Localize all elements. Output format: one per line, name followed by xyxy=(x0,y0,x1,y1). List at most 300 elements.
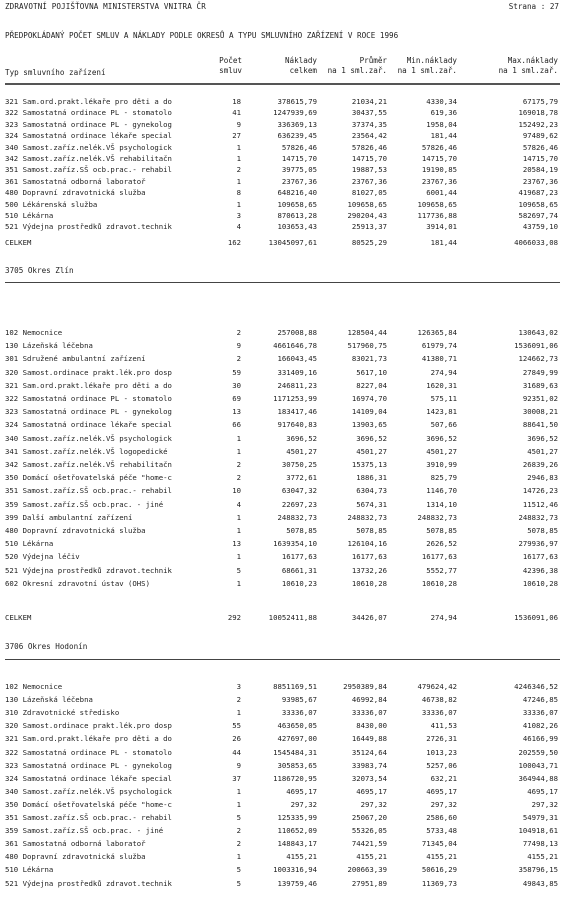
cell-min: 71345,04 xyxy=(421,839,457,849)
table-row xyxy=(0,130,565,141)
cell-max: 33336,07 xyxy=(522,708,558,718)
total-row: CELKEM 292 10052411,88 34426,07 274,94 1536091,06 xyxy=(5,613,558,622)
cell-type: 399 Další ambulantní zařízení xyxy=(5,512,133,522)
cell-cost: 257008,88 xyxy=(277,328,317,337)
cell-count: 2 xyxy=(236,165,241,175)
cell-min: 4155,21 xyxy=(426,852,457,862)
cell-cost: 3772,61 xyxy=(286,473,317,483)
cell-type: 361 Samostatná odborná laboratoř xyxy=(5,176,146,186)
cell-type: 310 Zdravotnické středisko xyxy=(5,708,120,718)
cell-min: 181,44 xyxy=(430,131,457,141)
cell-count: 44 xyxy=(232,747,241,757)
table-row xyxy=(0,812,565,823)
cell-min: 11369,73 xyxy=(421,878,457,888)
cell-max: 67175,79 xyxy=(522,97,558,106)
cell-type: 340 Samost.zaříz.nelék.VŠ psychologick xyxy=(5,433,172,443)
cell-type: 323 Samostatná ordinace PL - gynekolog xyxy=(5,119,172,129)
cell-max: 358796,15 xyxy=(518,865,558,875)
cell-type: 521 Výdejna prostředků zdravot.technik xyxy=(5,222,172,232)
section-title-hodonin: 3706 Okres Hodonín xyxy=(5,642,88,651)
cell-avg: 10610,28 xyxy=(351,578,387,588)
table-row xyxy=(0,406,565,417)
cell-avg: 33336,07 xyxy=(351,708,387,718)
cell-avg: 27951,89 xyxy=(351,878,387,888)
table-row xyxy=(0,799,565,810)
table-row xyxy=(0,838,565,849)
cell-avg: 16449,88 xyxy=(351,734,387,744)
cell-count: 66 xyxy=(232,420,241,430)
cell-min: 248832,73 xyxy=(417,512,457,522)
cell-cost: 1186720,95 xyxy=(273,773,317,783)
col-count-label-1: Počet xyxy=(219,56,242,65)
cell-max: 4155,21 xyxy=(527,852,558,862)
cell-cost: 1171253,99 xyxy=(273,394,317,403)
table-row xyxy=(0,142,565,153)
cell-avg: 13903,65 xyxy=(351,420,387,430)
cell-cost: 10610,23 xyxy=(281,578,317,588)
table-row xyxy=(0,499,565,510)
cell-max: 364944,88 xyxy=(518,773,558,783)
table-row xyxy=(0,380,565,391)
cell-avg: 5078,85 xyxy=(356,526,387,535)
table-row xyxy=(0,525,565,536)
cell-type: 102 Nemocnice xyxy=(5,682,63,691)
cell-max: 11512,46 xyxy=(522,499,558,509)
table-row xyxy=(0,512,565,523)
cell-type: 320 Samost.ordinace prakt.lék.pro dosp xyxy=(5,721,172,731)
cell-avg: 5674,31 xyxy=(356,499,387,509)
cell-type: 340 Samost.zaříz.nelék.VŠ psychologick xyxy=(5,786,172,796)
table-row xyxy=(0,864,565,875)
cell-avg: 290204,43 xyxy=(347,211,387,220)
cell-max: 152492,23 xyxy=(518,119,558,129)
cell-count: 1 xyxy=(236,433,241,443)
cell-avg: 16974,70 xyxy=(351,394,387,403)
cell-min: 1620,31 xyxy=(426,380,457,390)
col-count-label-2: smluv xyxy=(219,66,242,75)
cell-cost: 30750,25 xyxy=(281,460,317,469)
cell-cost: 3696,52 xyxy=(286,433,317,443)
cell-cost: 1003316,94 xyxy=(273,865,317,875)
cell-avg: 23564,42 xyxy=(351,131,387,141)
cell-type: 480 Dopravní zdravotnická služba xyxy=(5,188,146,198)
cell-cost: 1639354,10 xyxy=(273,539,317,549)
cell-count: 10 xyxy=(232,486,241,496)
cell-min: 2726,31 xyxy=(426,734,457,744)
table-row xyxy=(0,176,565,187)
cell-type: 340 Samost.zaříz.nelék.VŠ psychologick xyxy=(5,142,172,152)
cell-cost: 23767,36 xyxy=(281,176,317,186)
cell-max: 57826,46 xyxy=(522,142,558,152)
cell-min: 61979,74 xyxy=(421,341,457,351)
cell-type: 359 Samost.zaříz.SŠ ocb.prac. - jiné xyxy=(5,826,164,836)
cell-min: 3910,99 xyxy=(426,460,457,469)
table-row xyxy=(0,720,565,731)
cell-avg: 55326,05 xyxy=(351,826,387,836)
cell-avg: 19887,53 xyxy=(351,165,387,175)
cell-max: 20584,19 xyxy=(522,165,558,175)
header-rule xyxy=(5,83,560,85)
cell-type: 342 Samost.zaříz.nelék.VŠ rehabilitačn xyxy=(5,460,172,469)
cell-count: 18 xyxy=(232,97,241,106)
cell-max: 2946,83 xyxy=(527,473,558,483)
cell-count: 1 xyxy=(236,552,241,562)
table-row xyxy=(0,119,565,130)
table-row xyxy=(0,707,565,718)
cell-avg: 8227,04 xyxy=(356,380,387,390)
cell-type: 351 Samost.zaříz.SŠ ocb.prac.- rehabil xyxy=(5,165,172,175)
cell-min: 1314,10 xyxy=(426,499,457,509)
cell-min: 1423,81 xyxy=(426,407,457,417)
cell-cost: 8851169,51 xyxy=(273,682,317,691)
cell-avg: 57826,46 xyxy=(351,142,387,152)
table-row xyxy=(0,221,565,232)
cell-min: 5733,48 xyxy=(426,826,457,836)
cell-max: 88641,50 xyxy=(522,420,558,430)
table-row xyxy=(0,164,565,175)
cell-min: 3696,52 xyxy=(426,433,457,443)
cell-count: 13 xyxy=(232,407,241,417)
cell-avg: 5617,10 xyxy=(356,367,387,377)
cell-cost: 1545484,31 xyxy=(273,747,317,757)
cell-max: 10610,28 xyxy=(522,578,558,588)
cell-max: 124662,73 xyxy=(518,354,558,364)
cell-max: 54979,31 xyxy=(522,813,558,822)
cell-avg: 6304,73 xyxy=(356,486,387,496)
cell-cost: 917640,83 xyxy=(277,420,317,430)
cell-avg: 13732,26 xyxy=(351,565,387,575)
cell-min: 575,11 xyxy=(430,394,457,403)
cell-type: 324 Samostatná ordinace lékaře special xyxy=(5,420,172,430)
cell-avg: 30437,55 xyxy=(351,108,387,118)
cell-max: 3696,52 xyxy=(527,433,558,443)
cell-min: 41380,71 xyxy=(421,354,457,364)
cell-count: 1 xyxy=(236,512,241,522)
table-row xyxy=(0,353,565,364)
cell-max: 16177,63 xyxy=(522,552,558,562)
cell-type: 350 Domácí ošetřovatelská péče "home-c xyxy=(5,799,172,809)
cell-cost: 336369,13 xyxy=(277,119,317,129)
cell-max: 27849,99 xyxy=(522,367,558,377)
cell-min: 57826,46 xyxy=(421,142,457,152)
cell-type: 323 Samostatná ordinace PL - gynekolog xyxy=(5,407,172,417)
col-cost-label-2: celkem xyxy=(289,66,317,75)
cell-cost: 16177,63 xyxy=(281,552,317,562)
cell-type: 321 Sam.ord.prakt.lékaře pro děti a do xyxy=(5,380,172,390)
cell-max: 297,32 xyxy=(531,799,558,809)
cell-max: 92351,02 xyxy=(522,394,558,403)
table-row xyxy=(0,681,565,692)
table-row xyxy=(0,96,565,107)
table-row xyxy=(0,851,565,862)
cell-count: 1 xyxy=(236,154,241,163)
table-row xyxy=(0,210,565,221)
cell-min: 619,36 xyxy=(430,108,457,118)
table-row xyxy=(0,565,565,576)
cell-count: 2 xyxy=(236,839,241,849)
cell-type: 350 Domácí ošetřovatelská péče "home-c xyxy=(5,473,172,483)
cell-max: 23767,36 xyxy=(522,176,558,186)
cell-min: 274,94 xyxy=(430,367,457,377)
cell-type: 130 Lázeňská léčebna xyxy=(5,695,93,705)
cell-type: 480 Dopravní zdravotnická služba xyxy=(5,526,146,535)
cell-cost: 68661,31 xyxy=(281,565,317,575)
cell-min: 117736,88 xyxy=(417,211,457,220)
cell-min: 4501,27 xyxy=(426,446,457,456)
cell-cost: 110652,09 xyxy=(277,826,317,836)
cell-max: 100043,71 xyxy=(518,760,558,770)
table-row xyxy=(0,393,565,404)
col-cost-label-1: Náklady xyxy=(284,56,317,65)
cell-min: 2586,60 xyxy=(426,813,457,822)
cell-count: 69 xyxy=(232,394,241,403)
cell-type: 320 Samost.ordinace prakt.lék.pro dosp xyxy=(5,367,172,377)
cell-cost: 297,32 xyxy=(290,799,317,809)
table-row xyxy=(0,433,565,444)
table-row xyxy=(0,760,565,771)
cell-cost: 57826,46 xyxy=(281,142,317,152)
cell-count: 4 xyxy=(236,499,241,509)
cell-cost: 63047,32 xyxy=(281,486,317,496)
cell-count: 1 xyxy=(236,446,241,456)
cell-count: 55 xyxy=(232,721,241,731)
cell-avg: 23767,36 xyxy=(351,176,387,186)
table-row xyxy=(0,367,565,378)
cell-min: 46738,82 xyxy=(421,695,457,705)
cell-count: 5 xyxy=(236,878,241,888)
table-row xyxy=(0,694,565,705)
cell-type: 322 Samostatná ordinace PL - stomatolo xyxy=(5,747,172,757)
cell-count: 2 xyxy=(236,328,241,337)
cell-cost: 648216,40 xyxy=(277,188,317,198)
cell-count: 4 xyxy=(236,222,241,232)
table-row xyxy=(0,459,565,470)
cell-type: 520 Výdejna léčiv xyxy=(5,552,80,562)
cell-type: 323 Samostatná ordinace PL - gynekolog xyxy=(5,760,172,770)
cell-count: 1 xyxy=(236,176,241,186)
cell-type: 361 Samostatná odborná laboratoř xyxy=(5,839,146,849)
cell-type: 322 Samostatná ordinace PL - stomatolo xyxy=(5,394,172,403)
cell-count: 30 xyxy=(232,380,241,390)
cell-min: 1013,23 xyxy=(426,747,457,757)
col-max-label-2: na 1 sml.zař. xyxy=(498,66,558,75)
section-title-zlin: 3705 Okres Zlín xyxy=(5,266,74,275)
cell-max: 14726,23 xyxy=(522,486,558,496)
page-number: Strana : 27 xyxy=(508,2,559,11)
cell-max: 109658,65 xyxy=(518,199,558,209)
table-row xyxy=(0,551,565,562)
cell-count: 1 xyxy=(236,786,241,796)
cell-max: 30008,21 xyxy=(522,407,558,417)
cell-type: 510 Lékárna xyxy=(5,211,54,220)
table-row xyxy=(0,107,565,118)
cell-avg: 200663,39 xyxy=(347,865,387,875)
cell-cost: 39775,05 xyxy=(281,165,317,175)
cell-type: 324 Samostatná ordinace lékaře special xyxy=(5,131,172,141)
cell-type: 102 Nemocnice xyxy=(5,328,63,337)
cell-max: 169018,78 xyxy=(518,108,558,118)
report-subtitle: PŘEDPOKLÁDANÝ POČET SMLUV A NÁKLADY PODLE OKRESŮ A TYPU SMLUVNÍHO ZAŘÍZENÍ V ROCE 1996 xyxy=(5,31,399,40)
cell-cost: 4501,27 xyxy=(286,446,317,456)
cell-type: 321 Sam.ord.prakt.lékaře pro děti a do xyxy=(5,97,172,106)
cell-avg: 21034,21 xyxy=(351,97,387,106)
cell-min: 507,66 xyxy=(430,420,457,430)
cell-avg: 2950389,84 xyxy=(343,682,387,691)
cell-cost: 14715,70 xyxy=(281,154,317,163)
cell-cost: 4695,17 xyxy=(286,786,317,796)
cell-max: 4695,17 xyxy=(527,786,558,796)
cell-avg: 16177,63 xyxy=(351,552,387,562)
cell-cost: 183417,46 xyxy=(277,407,317,417)
cell-cost: 166043,45 xyxy=(277,354,317,364)
cell-min: 1958,04 xyxy=(426,119,457,129)
cell-avg: 37374,35 xyxy=(351,119,387,129)
cell-type: 321 Sam.ord.prakt.lékaře pro děti a do xyxy=(5,734,172,744)
cell-type: 500 Lékárenská služba xyxy=(5,199,98,209)
cell-cost: 33336,07 xyxy=(281,708,317,718)
cell-avg: 15375,13 xyxy=(351,460,387,469)
cell-max: 77498,13 xyxy=(522,839,558,849)
cell-min: 479624,42 xyxy=(417,682,457,691)
cell-cost: 331409,16 xyxy=(277,367,317,377)
cell-max: 419687,23 xyxy=(518,188,558,198)
cell-max: 46166,99 xyxy=(522,734,558,744)
table-row xyxy=(0,472,565,483)
col-avg-label-2: na 1 sml.zař. xyxy=(327,66,387,75)
cell-avg: 32073,54 xyxy=(351,773,387,783)
cell-type: 521 Výdejna prostředků zdravot.technik xyxy=(5,565,172,575)
cell-max: 47246,85 xyxy=(522,695,558,705)
cell-avg: 46992,84 xyxy=(351,695,387,705)
cell-cost: 139759,46 xyxy=(277,878,317,888)
cell-type: 324 Samostatná ordinace lékaře special xyxy=(5,773,172,783)
cell-avg: 109658,65 xyxy=(347,199,387,209)
cell-max: 41082,26 xyxy=(522,721,558,731)
cell-type: 521 Výdejna prostředků zdravot.technik xyxy=(5,878,172,888)
cell-type: 510 Lékárna xyxy=(5,539,54,549)
organization-header: ZDRAVOTNÍ POJIŠŤOVNA MINISTERSTVA VNITRA ČR xyxy=(5,2,206,11)
cell-avg: 25067,20 xyxy=(351,813,387,822)
table-row xyxy=(0,733,565,744)
table-row xyxy=(0,153,565,164)
cell-count: 8 xyxy=(236,188,241,198)
cell-min: 5552,77 xyxy=(426,565,457,575)
table-row xyxy=(0,786,565,797)
cell-count: 1 xyxy=(236,578,241,588)
cell-cost: 125335,99 xyxy=(277,813,317,822)
table-row xyxy=(0,538,565,549)
cell-count: 2 xyxy=(236,695,241,705)
cell-avg: 25913,37 xyxy=(351,222,387,232)
cell-avg: 126104,16 xyxy=(347,539,387,549)
cell-min: 10610,28 xyxy=(421,578,457,588)
cell-max: 279936,97 xyxy=(518,539,558,549)
table-row xyxy=(0,446,565,457)
total-row: CELKEM 162 13045097,61 80525,29 181,44 4066033,08 xyxy=(5,238,558,247)
cell-max: 130643,02 xyxy=(518,328,558,337)
cell-avg: 517960,75 xyxy=(347,341,387,351)
cell-count: 5 xyxy=(236,565,241,575)
table-row xyxy=(0,747,565,758)
cell-avg: 297,32 xyxy=(360,799,387,809)
table-row xyxy=(0,825,565,836)
cell-avg: 33983,74 xyxy=(351,760,387,770)
cell-cost: 4661646,78 xyxy=(273,341,317,351)
cell-count: 1 xyxy=(236,199,241,209)
cell-avg: 3696,52 xyxy=(356,433,387,443)
cell-cost: 4155,21 xyxy=(286,852,317,862)
col-min-label-1: Min.náklady xyxy=(406,56,457,65)
cell-min: 19190,85 xyxy=(421,165,457,175)
cell-max: 97489,62 xyxy=(522,131,558,141)
cell-min: 3914,01 xyxy=(426,222,457,232)
cell-cost: 1247939,69 xyxy=(273,108,317,118)
cell-type: 602 Okresní zdravotní ústav (OHS) xyxy=(5,578,150,588)
cell-min: 2626,52 xyxy=(426,539,457,549)
cell-cost: 5078,85 xyxy=(286,526,317,535)
cell-min: 5078,85 xyxy=(426,526,457,535)
cell-cost: 378615,79 xyxy=(277,97,317,106)
cell-min: 23767,36 xyxy=(421,176,457,186)
cell-min: 33336,07 xyxy=(421,708,457,718)
cell-min: 411,53 xyxy=(430,721,457,731)
cell-count: 1 xyxy=(236,708,241,718)
table-row xyxy=(0,187,565,198)
cell-avg: 4695,17 xyxy=(356,786,387,796)
cell-cost: 22697,23 xyxy=(281,499,317,509)
cell-avg: 81027,05 xyxy=(351,188,387,198)
cell-count: 3 xyxy=(236,211,241,220)
cell-count: 2 xyxy=(236,473,241,483)
cell-avg: 4155,21 xyxy=(356,852,387,862)
cell-type: 341 Samost.zaříz.nelék.VŠ logopedické xyxy=(5,446,168,456)
cell-min: 6001,44 xyxy=(426,188,457,198)
cell-avg: 128504,44 xyxy=(347,328,387,337)
section-rule xyxy=(5,282,560,283)
cell-max: 202559,50 xyxy=(518,747,558,757)
cell-type: 359 Samost.zaříz.SŠ ocb.prac. - jiné xyxy=(5,499,164,509)
cell-cost: 246811,23 xyxy=(277,380,317,390)
cell-type: 510 Lékárna xyxy=(5,865,54,875)
cell-avg: 8430,00 xyxy=(356,721,387,731)
cell-max: 582697,74 xyxy=(518,211,558,220)
cell-max: 42396,38 xyxy=(522,565,558,575)
cell-cost: 93985,67 xyxy=(281,695,317,705)
cell-avg: 74421,59 xyxy=(351,839,387,849)
cell-count: 9 xyxy=(236,760,241,770)
cell-min: 4330,34 xyxy=(426,97,457,106)
cell-max: 31689,63 xyxy=(522,380,558,390)
cell-count: 9 xyxy=(236,119,241,129)
cell-avg: 14109,04 xyxy=(351,407,387,417)
cell-count: 1 xyxy=(236,799,241,809)
cell-count: 37 xyxy=(232,773,241,783)
cell-avg: 4501,27 xyxy=(356,446,387,456)
table-row xyxy=(0,578,565,589)
cell-max: 4246346,52 xyxy=(514,682,558,691)
cell-max: 248832,73 xyxy=(518,512,558,522)
cell-cost: 870613,28 xyxy=(277,211,317,220)
cell-count: 13 xyxy=(232,539,241,549)
cell-min: 126365,84 xyxy=(417,328,457,337)
cell-type: 322 Samostatná ordinace PL - stomatolo xyxy=(5,108,172,118)
col-max-label-1: Max.náklady xyxy=(507,56,558,65)
cell-min: 632,21 xyxy=(430,773,457,783)
cell-cost: 463650,05 xyxy=(277,721,317,731)
cell-cost: 305853,65 xyxy=(277,760,317,770)
cell-max: 14715,70 xyxy=(522,154,558,163)
cell-max: 43759,10 xyxy=(522,222,558,232)
